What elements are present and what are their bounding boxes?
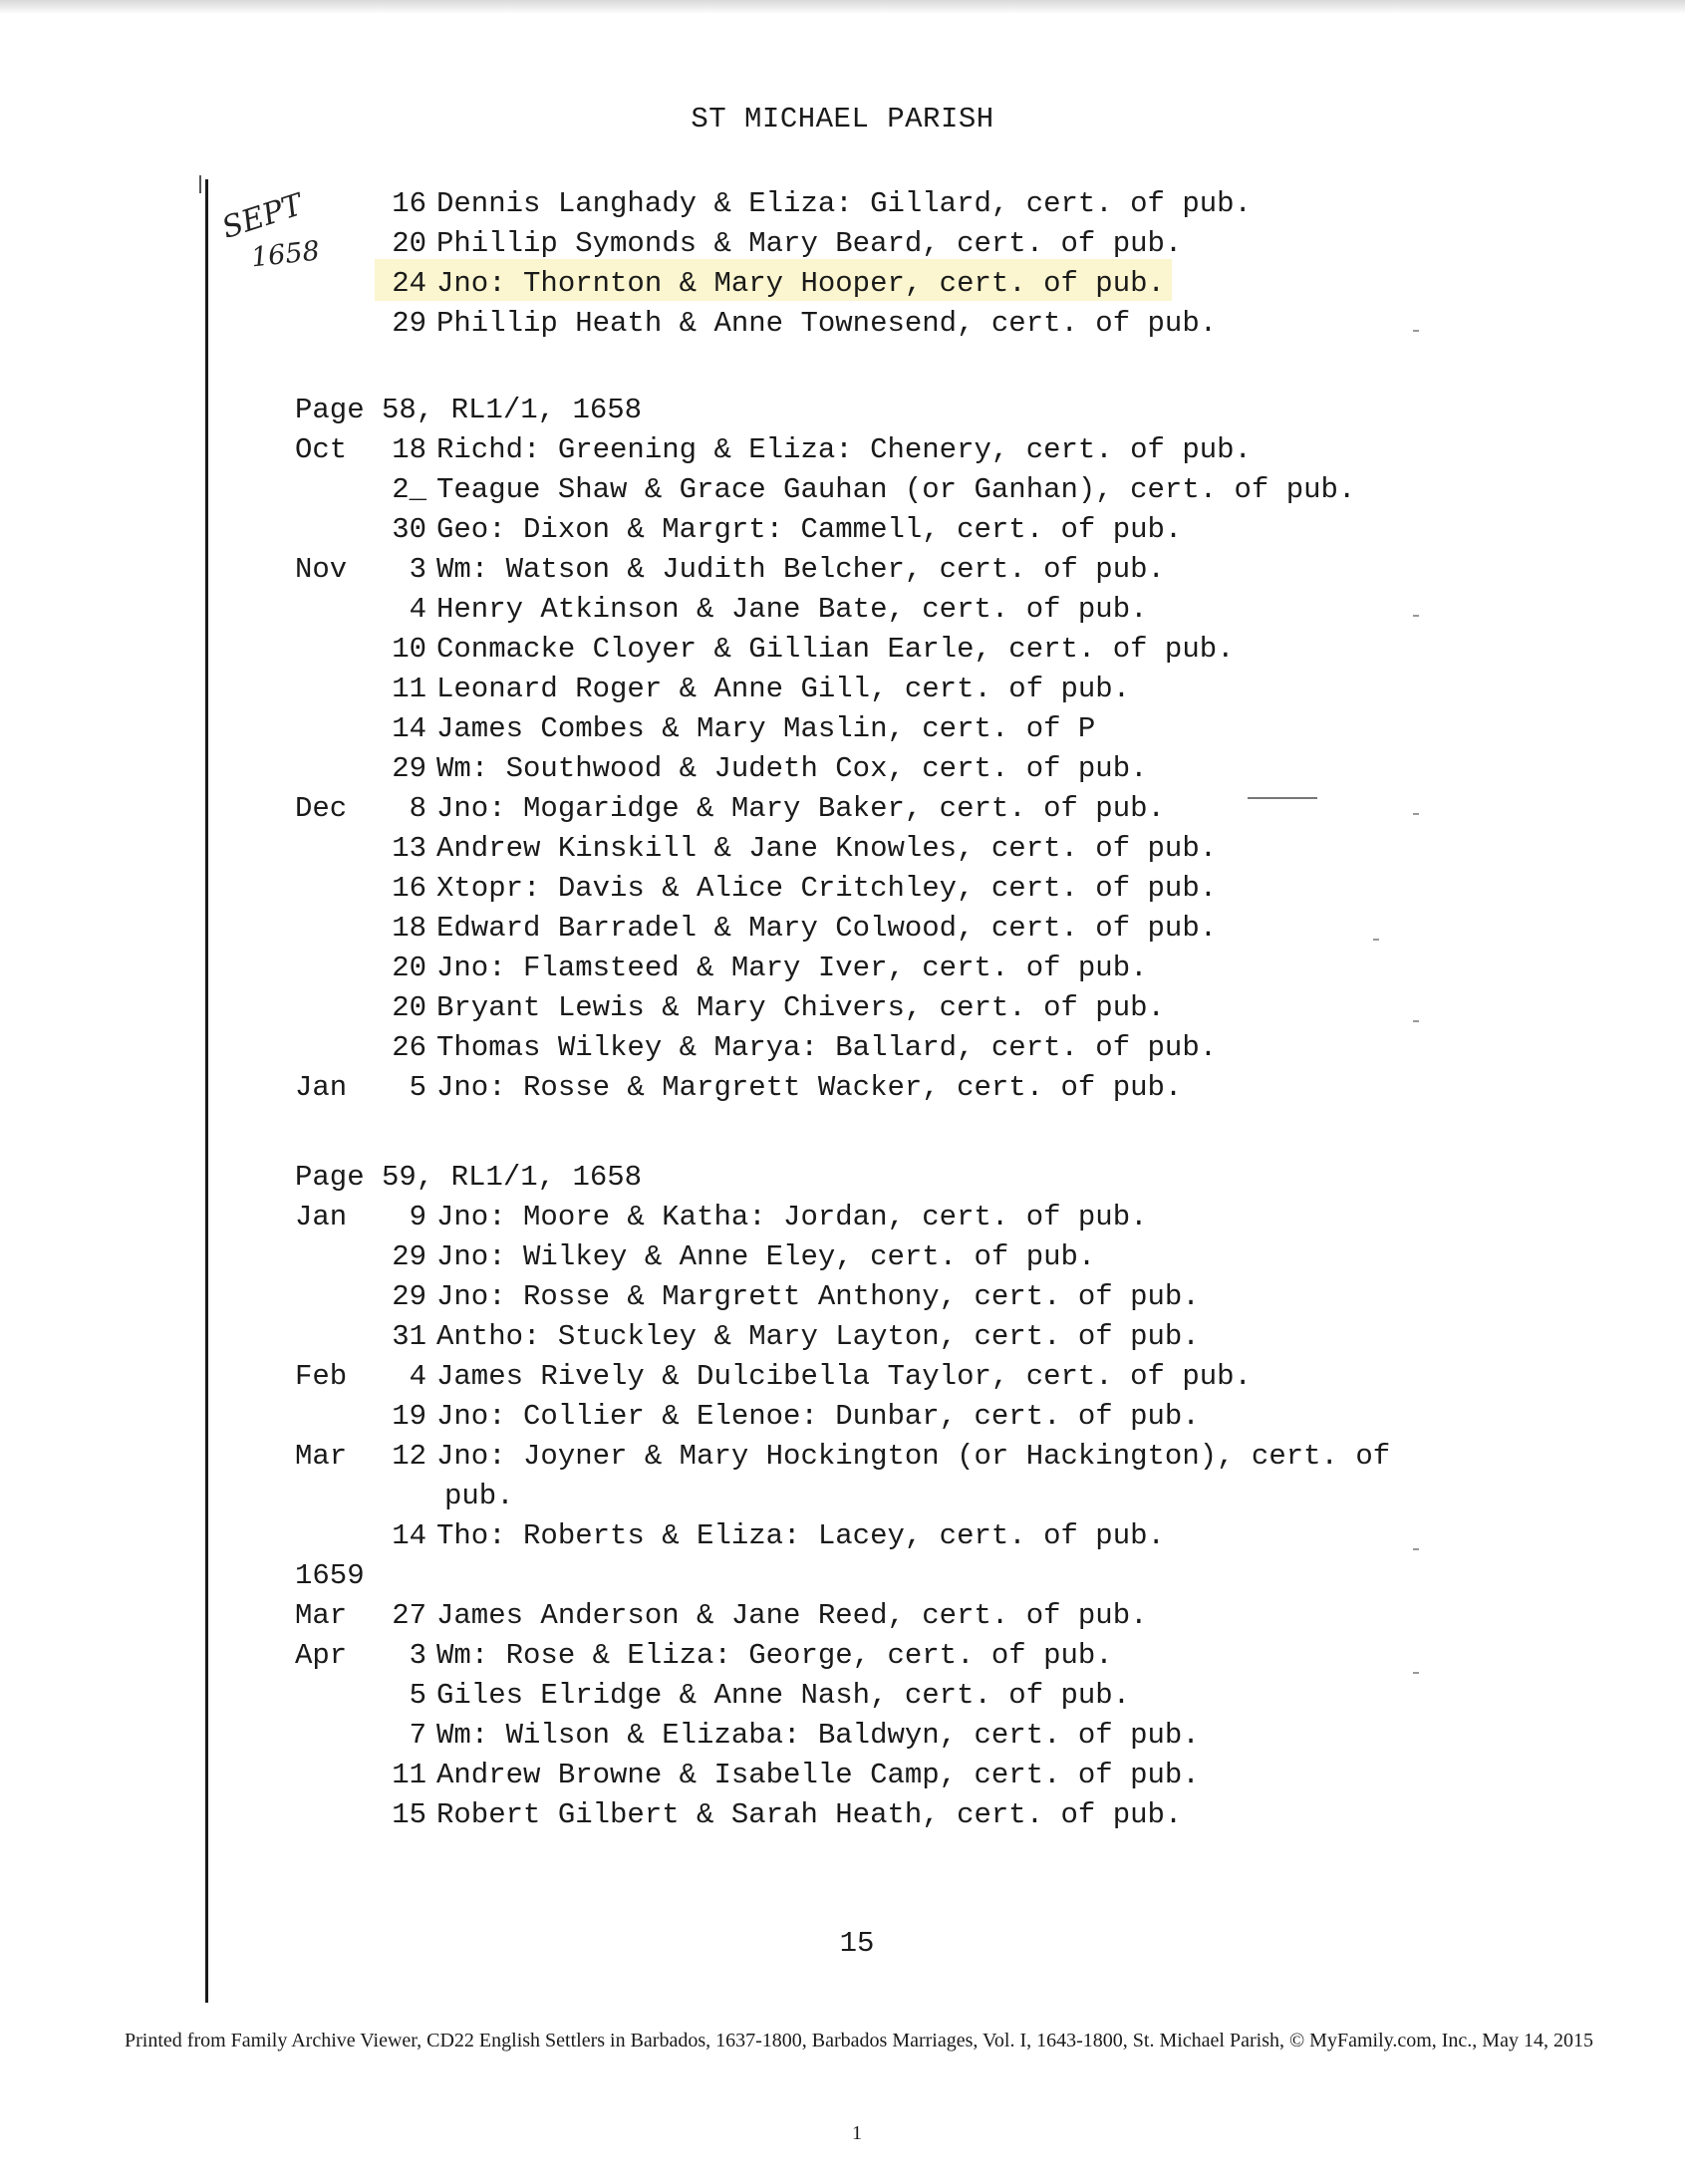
entry-text: Dennis Langhady & Eliza: Gillard, cert. of pub.	[436, 187, 1252, 220]
entry-text: Jno: Moore & Katha: Jordan, cert. of pub.	[436, 1201, 1148, 1233]
entry-day: 20	[392, 227, 426, 260]
entry-day: 2_	[392, 473, 426, 506]
entry-text: Robert Gilbert & Sarah Heath, cert. of pub.	[436, 1798, 1183, 1831]
print-footer: Printed from Family Archive Viewer, CD22 English Settlers in Barbados, 1637-1800, Barbados Marriages, Vol. I, 1643-1800, St. Michael Parish, © MyFamily.com, Inc., May 14, 2015	[125, 2030, 1593, 2051]
entry-day: 14	[392, 1519, 426, 1552]
entry-text: Jno: Mogaridge & Mary Baker, cert. of pub.	[436, 792, 1165, 825]
page-title: ST MICHAEL PARISH	[691, 103, 994, 136]
entry-day: 20	[392, 991, 426, 1024]
entry-text: Richd: Greening & Eliza: Chenery, cert. of pub.	[436, 433, 1252, 466]
entry-text: Andrew Kinskill & Jane Knowles, cert. of pub.	[436, 832, 1218, 865]
entry-day: 7	[409, 1719, 426, 1752]
entry-day: 29	[392, 752, 426, 785]
entry-day: 26	[392, 1031, 426, 1064]
entry-text: Giles Elridge & Anne Nash, cert. of pub.	[436, 1679, 1131, 1712]
entry-text: Phillip Symonds & Mary Beard, cert. of pub.	[436, 227, 1183, 260]
entry-text: Antho: Stuckley & Mary Layton, cert. of pub.	[436, 1320, 1200, 1353]
entry-day: 29	[392, 307, 426, 340]
entry-day: 16	[392, 187, 426, 220]
entry-text: Conmacke Cloyer & Gillian Earle, cert. of pub.	[436, 633, 1235, 666]
entry-month: Nov	[295, 553, 348, 586]
scan-speck	[1413, 330, 1419, 332]
entry-text: Andrew Browne & Isabelle Camp, cert. of pub.	[436, 1759, 1200, 1791]
entry-day: 18	[392, 433, 426, 466]
entry-day: 3	[409, 1639, 426, 1672]
entry-text: Jno: Rosse & Margrett Wacker, cert. of pub.	[436, 1071, 1183, 1104]
entry-month: Jan	[295, 1071, 348, 1104]
scan-edge-shade	[0, 0, 1685, 14]
entry-day: 3	[409, 553, 426, 586]
scan-dash-mark	[1248, 797, 1317, 799]
margin-tick	[199, 175, 201, 193]
entry-text: Wm: Watson & Judith Belcher, cert. of pub.	[436, 553, 1165, 586]
entry-text: James Rively & Dulcibella Taylor, cert. of pub.	[436, 1360, 1252, 1393]
entry-text: James Combes & Mary Maslin, cert. of P	[436, 712, 1096, 745]
entry-text: Henry Atkinson & Jane Bate, cert. of pub.	[436, 593, 1148, 626]
scan-speck	[1413, 615, 1419, 617]
scan-speck	[1413, 1672, 1419, 1674]
scan-speck	[1413, 1548, 1419, 1550]
scan-speck	[1373, 939, 1379, 941]
print-page-number: 1	[852, 2122, 862, 2144]
entry-text: Tho: Roberts & Eliza: Lacey, cert. of pub.	[436, 1519, 1165, 1552]
entry-day: 29	[392, 1280, 426, 1313]
entry-day: 24	[392, 267, 426, 300]
entry-day: 20	[392, 952, 426, 984]
entry-day: 31	[392, 1320, 426, 1353]
entry-day: 5	[409, 1679, 426, 1712]
scan-speck	[1413, 813, 1419, 815]
entry-month: Jan	[295, 1201, 348, 1233]
scan-speck	[1413, 1020, 1419, 1022]
left-margin-rule	[205, 179, 208, 2003]
entry-day: 29	[392, 1240, 426, 1273]
entry-day: 9	[409, 1201, 426, 1233]
entry-text: Jno: Joyner & Mary Hockington (or Hackington), cert. of	[436, 1440, 1391, 1473]
entry-month: Dec	[295, 792, 348, 825]
entry-day: 14	[392, 712, 426, 745]
entry-day: 11	[392, 673, 426, 705]
entry-text: Jno: Wilkey & Anne Eley, cert. of pub.	[436, 1240, 1096, 1273]
entry-month: Oct	[295, 433, 348, 466]
entry-text: Geo: Dixon & Margrt: Cammell, cert. of pub.	[436, 513, 1183, 546]
entry-day: 12	[392, 1440, 426, 1473]
entry-month: Mar	[295, 1440, 348, 1473]
entry-month: Mar	[295, 1599, 348, 1632]
entry-text: Phillip Heath & Anne Townesend, cert. of pub.	[436, 307, 1218, 340]
entry-text: Xtopr: Davis & Alice Critchley, cert. of pub.	[436, 872, 1218, 905]
entry-day: 19	[392, 1400, 426, 1433]
register-page-reference: Page 59, RL1/1, 1658	[295, 1161, 643, 1194]
entry-text: Wm: Rose & Eliza: George, cert. of pub.	[436, 1639, 1113, 1672]
entry-day: 8	[409, 792, 426, 825]
register-page-reference: Page 58, RL1/1, 1658	[295, 394, 643, 426]
entry-day: 13	[392, 832, 426, 865]
entry-text: Teague Shaw & Grace Gauhan (or Ganhan), cert. of pub.	[436, 473, 1356, 506]
entry-day: 4	[409, 593, 426, 626]
entry-text: Bryant Lewis & Mary Chivers, cert. of pub.	[436, 991, 1165, 1024]
entry-text: Thomas Wilkey & Marya: Ballard, cert. of pub.	[436, 1031, 1218, 1064]
entry-text: Edward Barradel & Mary Colwood, cert. of pub.	[436, 912, 1218, 945]
entry-day: 11	[392, 1759, 426, 1791]
document-page-number: 15	[839, 1927, 875, 1960]
entry-day: 4	[409, 1360, 426, 1393]
year-label: 1659	[295, 1559, 365, 1592]
entry-day: 5	[409, 1071, 426, 1104]
entry-text: Jno: Collier & Elenoe: Dunbar, cert. of pub.	[436, 1400, 1200, 1433]
entry-day: 15	[392, 1798, 426, 1831]
entry-text: Jno: Flamsteed & Mary Iver, cert. of pub.	[436, 952, 1148, 984]
entry-text: Wm: Wilson & Elizaba: Baldwyn, cert. of pub.	[436, 1719, 1200, 1752]
entry-day: 27	[392, 1599, 426, 1632]
entry-text: Jno: Thornton & Mary Hooper, cert. of pub.	[436, 267, 1165, 300]
entry-month: Feb	[295, 1360, 348, 1393]
entry-text: James Anderson & Jane Reed, cert. of pub.	[436, 1599, 1148, 1632]
entry-day: 10	[392, 633, 426, 666]
handwritten-month-note: SEPT	[217, 187, 308, 246]
entry-text: Leonard Roger & Anne Gill, cert. of pub.	[436, 673, 1131, 705]
entry-day: 30	[392, 513, 426, 546]
entry-text: Wm: Southwood & Judeth Cox, cert. of pub.	[436, 752, 1148, 785]
entry-month: Apr	[295, 1639, 348, 1672]
entry-day: 18	[392, 912, 426, 945]
entry-day: 16	[392, 872, 426, 905]
entry-text: pub.	[444, 1480, 514, 1512]
entry-text: Jno: Rosse & Margrett Anthony, cert. of pub.	[436, 1280, 1200, 1313]
handwritten-year-note: 1658	[249, 235, 322, 274]
